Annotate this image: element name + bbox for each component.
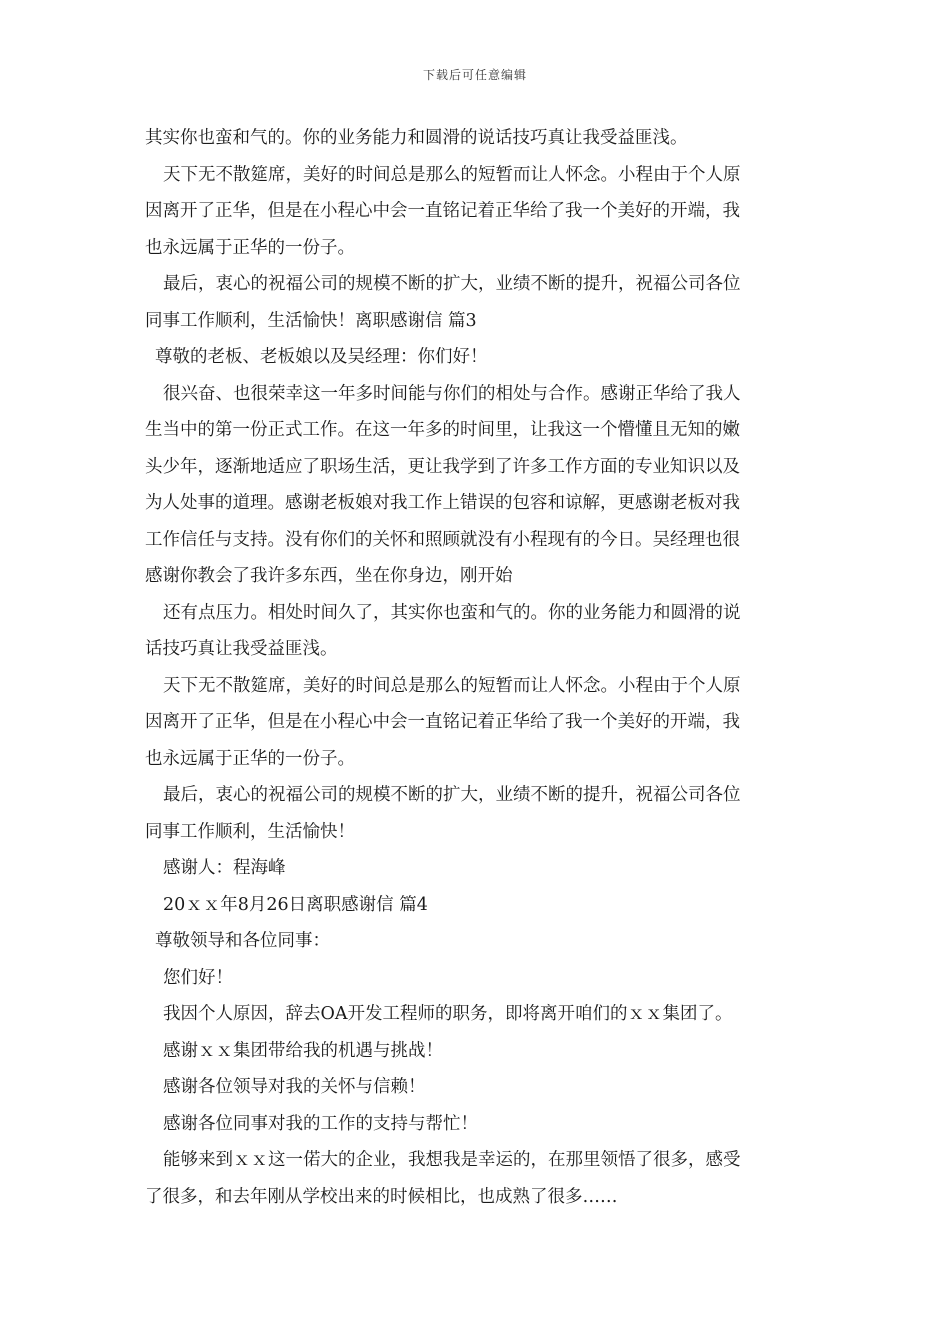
text-line: 您们好！ <box>163 967 233 988</box>
text-line: 能够来到ｘｘ这一偌大的企业，我想我是幸运的，在那里领悟了很多，感受 <box>163 1150 741 1170</box>
text-line: 我因个人原因，辞去OA开发工程师的职务，即将离开咱们的ｘｘ集团了。 <box>163 1004 733 1024</box>
text-line: 话技巧真让我受益匪浅。 <box>145 639 338 659</box>
text-line: 生当中的第一份正式工作。在这一年多的时间里，让我这一个懵懂且无知的嫩 <box>145 420 740 440</box>
text-line: 了很多，和去年刚从学校出来的时候相比，也成熟了很多…… <box>145 1186 618 1207</box>
text-line: 感谢你教会了我许多东西，坐在你身边，刚开始 <box>145 566 513 586</box>
text-line: 也永远属于正华的一份子。 <box>145 748 355 769</box>
text-line: 还有点压力。相处时间久了，其实你也蛮和气的。你的业务能力和圆滑的说 <box>163 602 741 623</box>
text-line: 其实你也蛮和气的。你的业务能力和圆滑的说话技巧真让我受益匪浅。 <box>145 128 688 148</box>
text-line: 感谢各位领导对我的关怀与信赖！ <box>163 1077 426 1097</box>
page-header: 下载后可任意编辑 <box>422 68 527 82</box>
text-line: 很兴奋、也很荣幸这一年多时间能与你们的相处与合作。感谢正华给了我人 <box>163 383 741 404</box>
text-line: 最后，衷心的祝福公司的规模不断的扩大，业绩不断的提升，祝福公司各位 <box>163 785 741 805</box>
text-line: 工作信任与支持。没有你们的关怀和照顾就没有小程现有的今日。吴经理也很 <box>145 529 740 550</box>
text-line: 尊敬领导和各位同事： <box>155 931 330 951</box>
text-line: 也永远属于正华的一份子。 <box>145 237 355 258</box>
text-line: 尊敬的老板、老板娘以及吴经理：你们好！ <box>155 347 488 367</box>
text-line: 最后，衷心的祝福公司的规模不断的扩大，业绩不断的提升，祝福公司各位 <box>163 274 741 294</box>
text-line: 因离开了正华，但是在小程心中会一直铭记着正华给了我一个美好的开端，我 <box>145 712 740 732</box>
text-line: 头少年，逐渐地适应了职场生活，更让我学到了许多工作方面的专业知识以及 <box>145 456 740 477</box>
text-line: 感谢ｘｘ集团带给我的机遇与挑战！ <box>163 1040 443 1061</box>
text-line: 同事工作顺利，生活愉快！离职感谢信 篇3 <box>145 310 477 331</box>
text-line: 因离开了正华，但是在小程心中会一直铭记着正华给了我一个美好的开端，我 <box>145 201 740 221</box>
text-line: 为人处事的道理。感谢老板娘对我工作上错误的包容和谅解，更感谢老板对我 <box>145 493 740 513</box>
document-body <box>145 120 815 1215</box>
text-line: 天下无不散筵席，美好的时间总是那么的短暂而让人怀念。小程由于个人原 <box>163 164 741 185</box>
text-line: 20ｘｘ年8月26日离职感谢信 篇4 <box>163 894 428 915</box>
text-line: 天下无不散筵席，美好的时间总是那么的短暂而让人怀念。小程由于个人原 <box>163 675 741 696</box>
text-line: 同事工作顺利，生活愉快！ <box>145 821 355 842</box>
text-line: 感谢人：程海峰 <box>163 858 286 878</box>
text-line: 感谢各位同事对我的工作的支持与帮忙！ <box>163 1113 478 1134</box>
